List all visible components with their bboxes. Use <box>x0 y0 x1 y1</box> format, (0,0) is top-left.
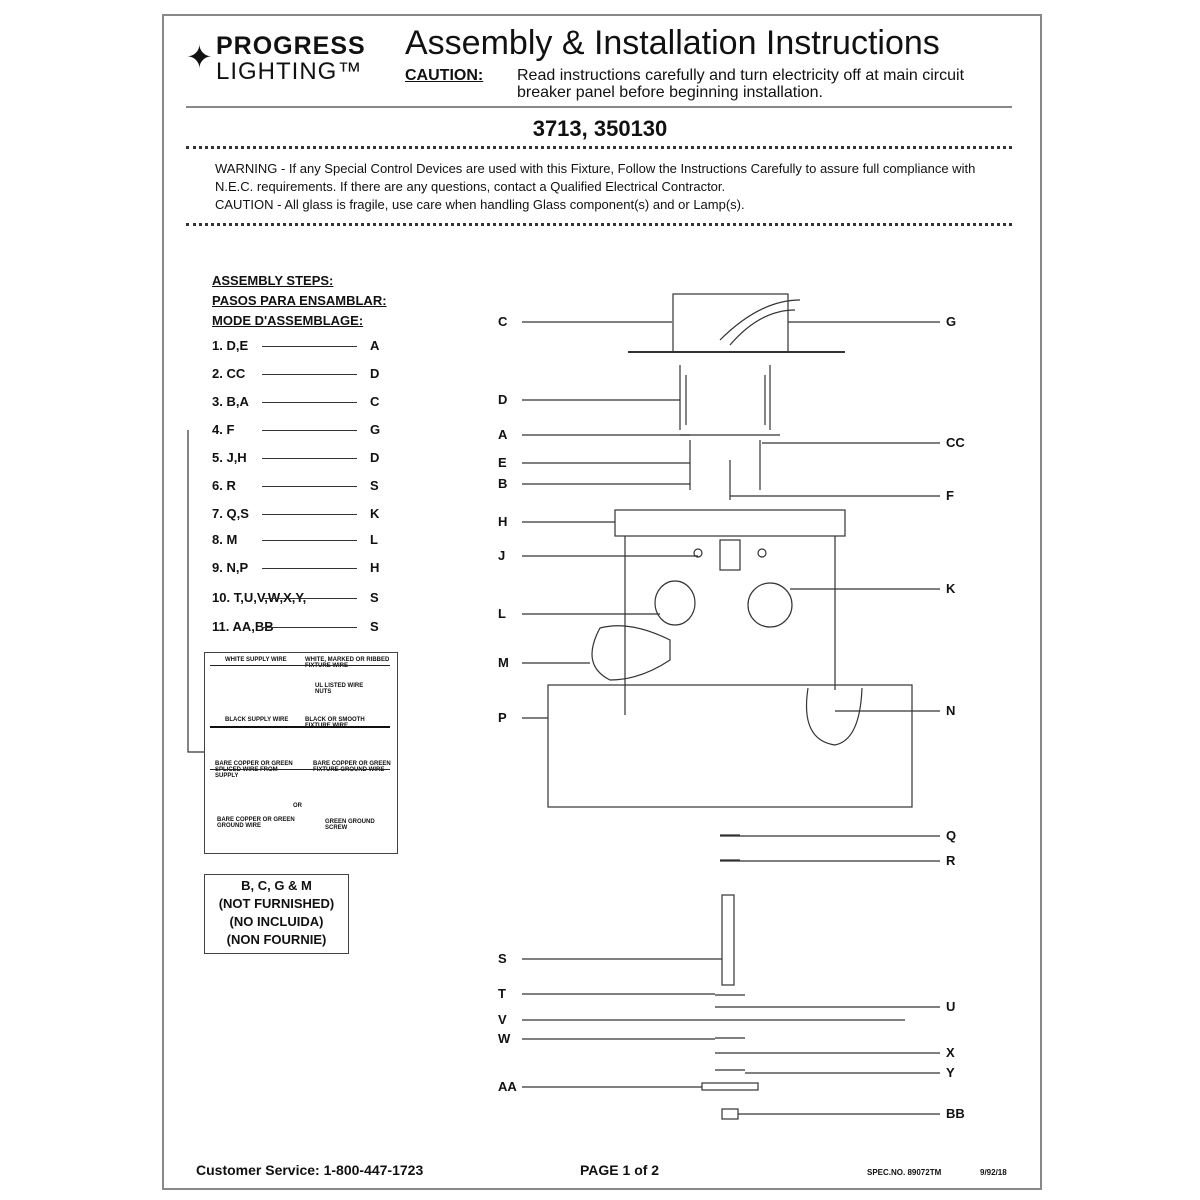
part-label: E <box>498 455 507 470</box>
part-label: G <box>946 314 957 329</box>
step-parts: AA,BB <box>232 619 274 634</box>
step-target: S <box>370 619 379 634</box>
part-label: AA <box>498 1079 517 1094</box>
step-target: K <box>370 506 380 521</box>
part-label: L <box>498 606 506 621</box>
step-parts: B,A <box>226 394 249 409</box>
step-number: 10. <box>212 590 231 605</box>
logo-star-icon: ✦ <box>186 39 213 75</box>
step-parts: F <box>226 422 235 437</box>
part-label: V <box>498 1012 507 1027</box>
step-target: L <box>370 532 378 547</box>
part-label: T <box>498 986 506 1001</box>
part-label: Q <box>946 828 957 843</box>
step-parts: Q,S <box>226 506 249 521</box>
part-label: C <box>498 314 508 329</box>
nf-line: (NOT FURNISHED) <box>218 896 335 911</box>
wiring-label: OR <box>293 803 302 809</box>
part-label: M <box>498 655 509 670</box>
step-number: 2. <box>212 366 223 381</box>
step-number: 8. <box>212 532 223 547</box>
step-parts: N,P <box>226 560 249 575</box>
caution-text: Read instructions carefully and turn electricity off at main circuit breaker panel before beginning installation. <box>517 67 965 101</box>
step-number: 6. <box>212 478 223 493</box>
step-number: 11. <box>212 619 230 634</box>
wiring-label: BARE COPPER OR GREEN FIXTURE GROUND WIRE <box>313 761 391 773</box>
part-label: A <box>498 427 508 442</box>
nf-line: B, C, G & M <box>241 878 312 893</box>
step-number: 4. <box>212 422 223 437</box>
part-label: K <box>946 581 956 596</box>
step-target: G <box>370 422 381 437</box>
nf-line: (NON FOURNIE) <box>226 932 327 947</box>
step-target: C <box>370 394 380 409</box>
date-code: 9/92/18 <box>980 1168 1007 1177</box>
warning-line: WARNING - If any Special Control Devices are used with this Fixture, Follow the Instructions Carefully to assure full compliance with N.E.C. requirements. If there are any questions, contact a Qualified Electrical Contractor. <box>215 161 976 194</box>
part-label: CC <box>946 435 965 450</box>
page-number: PAGE 1 of 2 <box>580 1162 660 1178</box>
step-target: H <box>370 560 380 575</box>
step-number: 1. <box>212 338 223 353</box>
step-number: 7. <box>212 506 223 521</box>
part-label: D <box>498 392 508 407</box>
part-label: U <box>946 999 956 1014</box>
part-label: P <box>498 710 507 725</box>
step-target: A <box>370 338 380 353</box>
page-title: Assembly & Installation Instructions <box>405 24 940 62</box>
step-target: D <box>370 450 380 465</box>
step-target: S <box>370 478 379 493</box>
part-label: F <box>946 488 954 503</box>
part-label: R <box>946 853 956 868</box>
caution-line: CAUTION - All glass is fragile, use care when handling Glass component(s) and or Lamp(s). <box>215 197 745 212</box>
step-target: S <box>370 590 379 605</box>
step-parts: D,E <box>226 338 249 353</box>
step-parts: T,U,V,W,X,Y, <box>233 590 307 605</box>
step-parts: R <box>226 478 236 493</box>
wiring-label: BLACK OR SMOOTH FIXTURE WIRE <box>305 717 365 729</box>
part-label: N <box>946 703 956 718</box>
customer-service: Customer Service: 1-800-447-1723 <box>196 1162 424 1178</box>
spec-number: SPEC.NO. 89072TM <box>867 1168 942 1177</box>
caution-label: CAUTION: <box>405 67 484 84</box>
wiring-label: BARE COPPER OR GREEN GROUND WIRE <box>217 817 295 829</box>
wiring-label: BARE COPPER OR GREEN SPLICED WIRE FROM SUPPLY <box>215 761 293 779</box>
part-label: J <box>498 548 506 563</box>
nf-line: (NO INCLUIDA) <box>229 914 324 929</box>
logo-lighting: LIGHTING™ <box>216 58 363 85</box>
logo-progress: PROGRESS <box>216 32 366 60</box>
heading-fr: MODE D'ASSEMBLAGE: <box>212 313 364 328</box>
part-label: BB <box>946 1106 965 1121</box>
step-number: 5. <box>212 450 223 465</box>
step-parts: M <box>226 532 238 547</box>
part-label: X <box>946 1045 955 1060</box>
wiring-label: BLACK SUPPLY WIRE <box>225 717 289 723</box>
heading-en: ASSEMBLY STEPS: <box>212 273 334 288</box>
step-parts: J,H <box>226 450 247 465</box>
wiring-label: UL LISTED WIRE NUTS <box>315 683 364 695</box>
step-number: 3. <box>212 394 223 409</box>
part-label: H <box>498 514 508 529</box>
wiring-label: GREEN GROUND SCREW <box>325 819 375 831</box>
heading-es: PASOS PARA ENSAMBLAR: <box>212 293 387 308</box>
part-label: B <box>498 476 508 491</box>
step-number: 9. <box>212 560 223 575</box>
step-target: D <box>370 366 380 381</box>
part-label: W <box>498 1031 511 1046</box>
wiring-label: WHITE SUPPLY WIRE <box>225 657 287 663</box>
step-parts: CC <box>226 366 246 381</box>
part-label: Y <box>946 1065 955 1080</box>
model-number: 3713, 350130 <box>532 116 668 141</box>
part-label: S <box>498 951 507 966</box>
wiring-label: WHITE, MARKED OR RIBBED FIXTURE WIRE <box>305 657 390 669</box>
